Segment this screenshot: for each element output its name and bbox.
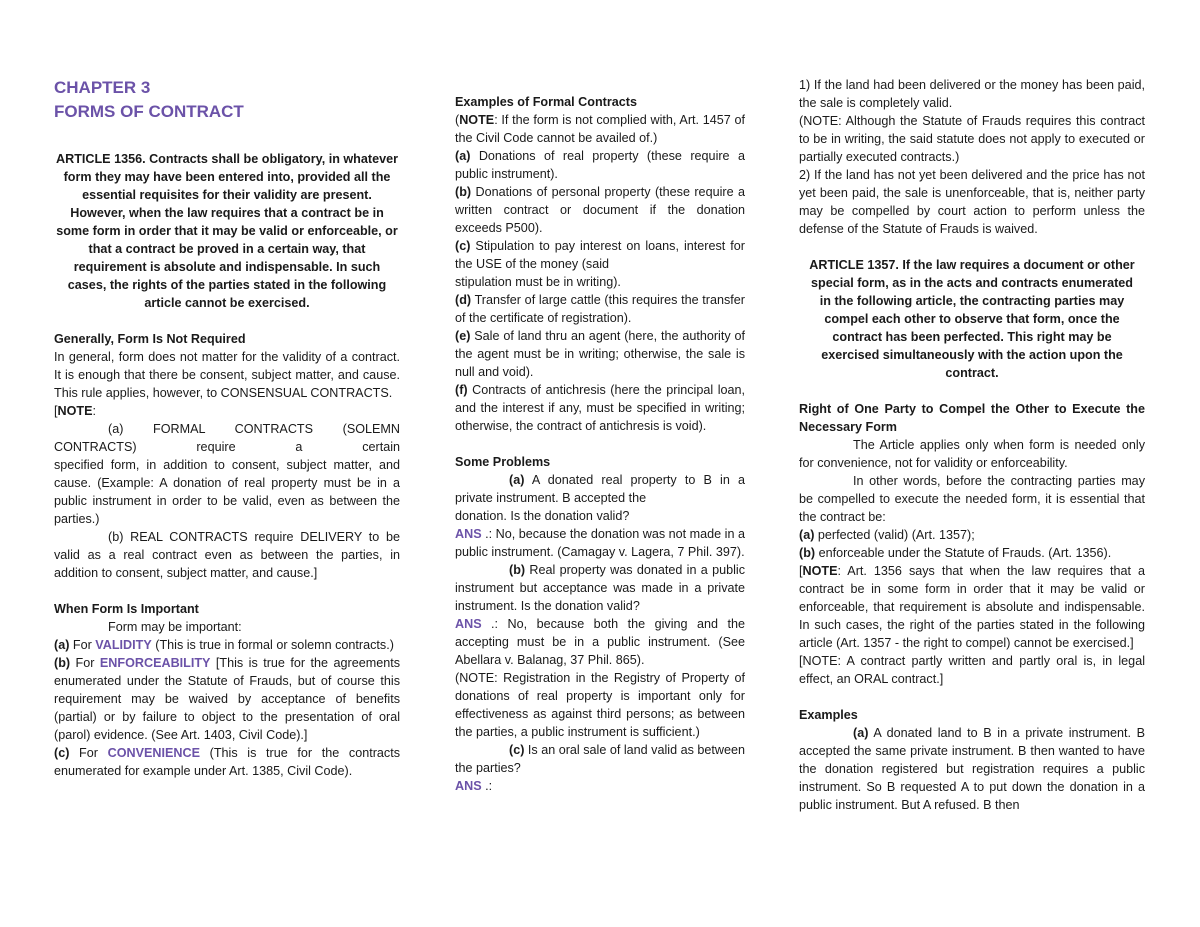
chapter-number: CHAPTER 3 xyxy=(54,78,151,97)
example-c: (c) Stipulation to pay interest on loans, interest for the USE of the money (said xyxy=(455,239,745,271)
article-1357: ARTICLE 1357. If the law requires a document or other special form, as in the acts and contracts enumerated in the following article, the contracting parties may compel each other to observe that form, once the contract has been perfected. This right may be exercised simultaneously with the action upon the contract. xyxy=(809,258,1135,380)
example-a: (a) Donations of real property (these require a public instrument). xyxy=(455,149,745,181)
note-a-rest: specified form, in addition to consent, subject matter, and cause. (Example: A donation of real property must be in a public instrument in order to be valid, even as between the parties.) xyxy=(54,458,400,526)
heading-problems: Some Problems xyxy=(455,455,551,469)
ans-label: ANS xyxy=(455,617,482,631)
column-1 xyxy=(54,76,400,780)
ans-label: ANS xyxy=(455,779,482,793)
note-block: [NOTE: xyxy=(54,404,96,418)
keyword-convenience: CONVENIENCE xyxy=(107,746,200,760)
item-enforceability: (b) For ENFORCEABILITY [This is true for the agreements enumerated under the Statute of Frauds, but of course this requirement may be waived by acceptance of benefits (partial) or by failure to object to the presentation of oral (parol) evidence. (See Art. 1403, Civil Code).] xyxy=(54,656,400,742)
answer-1: ANS .: No, because the donation was not made in a public instrument. (Camagay v. Lagera, 7 Phil. 397). xyxy=(455,527,745,559)
keyword-enforceability: ENFORCEABILITY xyxy=(99,656,211,670)
column-3 xyxy=(799,76,1145,814)
requirement-b: (b) enforceable under the Statute of Frauds. (Art. 1356). xyxy=(799,546,1112,560)
example-f: (f) Contracts of antichresis (here the principal loan, and the interest if any, must be specified in writing; otherwise, the contract of antichresis is void). xyxy=(455,383,745,433)
example-e: (e) Sale of land thru an agent (here, the authority of the agent must be in writing; otherwise, the sale is null and void). xyxy=(455,329,745,379)
note-label: NOTE xyxy=(57,404,93,418)
keyword-validity: VALIDITY xyxy=(95,638,152,652)
chapter-title: FORMS OF CONTRACT xyxy=(54,102,244,121)
paragraph-other-words: In other words, before the contracting parties may be compelled to execute the needed form, it is essential that the contract be: xyxy=(799,474,1145,524)
note-formal: (NOTE: If the form is not complied with, Art. 1457 of the Civil Code cannot be availed of.) xyxy=(455,113,745,145)
item-validity: (a) For VALIDITY (This is true in formal or solemn contracts.) xyxy=(54,638,394,652)
example-donated-land: (a) A donated land to B in a private instrument. B accepted the same private instrument. B then wanted to have the donation registered but registration requires a public instrument. So B requested A to put down the donation in a public instrument. But A refused. B then xyxy=(799,726,1145,812)
note-b: (b) REAL CONTRACTS require DELIVERY to be valid as a real contract even as between the parties, in addition to consent, subject matter, and cause.] xyxy=(54,530,400,580)
note-1356: [NOTE: Art. 1356 says that when the law requires that a contract be in some form in order that it may be valid or enforceable, that requirement is absolute and indispensable. In such cases, the right of the parties stated in the following article (Art. 1357 - the right to compel) cannot be exercised.] xyxy=(799,564,1145,650)
heading-examples-formal: Examples of Formal Contracts xyxy=(455,95,637,109)
heading-right: Right of One Party to Compel the Other to Execute the Necessary Form xyxy=(799,402,1145,434)
requirement-a: (a) perfected (valid) (Art. 1357); xyxy=(799,528,975,542)
problem-a-cont: donation. Is the donation valid? xyxy=(455,509,630,523)
answer-3: ANS .: xyxy=(455,779,493,793)
problem-c: (c) Is an oral sale of land valid as between the parties? xyxy=(455,743,745,775)
example-d: (d) Transfer of large cattle (this requires the transfer of the certificate of registration). xyxy=(455,293,745,325)
problem-a: (a) A donated real property to B in a private instrument. B accepted the xyxy=(455,473,745,505)
ans-label: ANS xyxy=(455,527,482,541)
problem-b: (b) Real property was donated in a public instrument but acceptance was made in a private instrument. Is the donation valid? xyxy=(455,563,745,613)
heading-examples: Examples xyxy=(799,708,858,722)
article-1356: ARTICLE 1356. Contracts shall be obligatory, in whatever form they may have been entered into, provided all the essential requisites for their validity are present. However, when the law requires that a contract be in some form in order that it may be valid or enforceable, or that a contract be proved in a certain way, that requirement is absolute and indispensable. In such cases, the rights of the parties stated in the following article cannot be exercised. xyxy=(56,152,398,310)
answer-2: ANS .: No, because both the giving and the accepting must be in a public instrument. (See Abellara v. Balanag, 37 Phil. 865). xyxy=(455,617,745,667)
note-a-first: (a) FORMAL CONTRACTS (SOLEMN CONTRACTS) require a certain xyxy=(54,422,400,454)
example-b: (b) Donations of personal property (these require a written contract or document if the donation exceeds P500). xyxy=(455,185,745,235)
example-c-cont: stipulation must be in writing). xyxy=(455,275,621,289)
note-registration: (NOTE: Registration in the Registry of Property of donations of real property is important only for effectiveness as against third persons; as between the parties, a public instrument is sufficient.) xyxy=(455,671,745,739)
form-may: Form may be important: xyxy=(108,620,242,634)
note-statute: (NOTE: Although the Statute of Frauds requires this contract to be in writing, the said statute does not apply to executed or partially executed contracts.) xyxy=(799,114,1145,164)
answer-point-1: 1) If the land had been delivered or the money has been paid, the sale is completely valid. xyxy=(799,78,1145,110)
paragraph-applies: The Article applies only when form is needed only for convenience, not for validity or enforceability. xyxy=(799,438,1145,470)
heading-important: When Form Is Important xyxy=(54,602,199,616)
answer-point-2: 2) If the land has not yet been delivered and the price has not yet been paid, the sale is unenforceable, that is, neither party may be compelled by court action to perform unless the defense of the Statute of Frauds is waived. xyxy=(799,168,1145,236)
column-2 xyxy=(455,93,745,795)
heading-generally: Generally, Form Is Not Required xyxy=(54,332,246,346)
item-convenience: (c) For CONVENIENCE (This is true for the contracts enumerated for example under Art. 1385, Civil Code). xyxy=(54,746,400,778)
note-oral: [NOTE: A contract partly written and partly oral is, in legal effect, an ORAL contract.] xyxy=(799,654,1145,686)
paragraph-general: In general, form does not matter for the validity of a contract. It is enough that there be consent, subject matter, and cause. This rule applies, however, to CONSENSUAL CONTRACTS. xyxy=(54,350,400,400)
